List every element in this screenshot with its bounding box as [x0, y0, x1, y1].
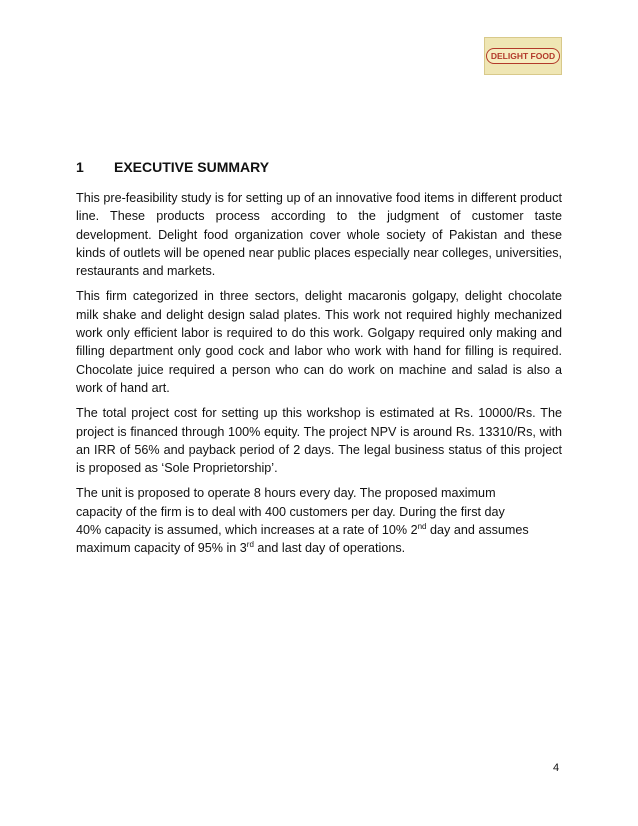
capacity-line-3: 40% capacity is assumed, which increases at a rate of 10% 2nd day and assumes — [76, 521, 529, 538]
page-number: 4 — [553, 762, 560, 774]
section-heading — [76, 159, 566, 175]
paragraph-capacity — [76, 484, 562, 557]
paragraph-project-cost: The total project cost for setting up this workshop is estimated at Rs. 10000/Rs. The project is financed through 100% equity. The project NPV is around Rs. 13310/Rs, with an IRR of 56% and payback period of 2 days. The legal business status of this project is proposed as ‘Sole Proprietorship’. — [76, 406, 562, 476]
capacity-line-1: The unit is proposed to operate 8 hours every day. The proposed maximum — [76, 486, 496, 501]
section-title: EXECUTIVE SUMMARY — [114, 159, 270, 175]
paragraph-sectors: This firm categorized in three sectors, delight macaronis golgapy, delight chocolate milk shake and delight design salad plates. This work not required highly mechanized work only efficient labor is required to do this work. Golgapy required only making and filling department only good cock and labor who work with hand for filling is required. Chocolate juice required a person who can do work on machine and salad is also a work of hand art. — [76, 289, 562, 395]
document-body — [76, 189, 562, 565]
logo-text: DELIGHT FOOD — [486, 48, 560, 64]
capacity-line-4: maximum capacity of 95% in 3rd and last day of operations. — [76, 540, 406, 556]
company-logo — [484, 37, 562, 75]
section-number: 1 — [76, 159, 84, 175]
capacity-line-2: capacity of the firm is to deal with 400 customers per day. During the first day — [76, 504, 505, 519]
paragraph-intro: This pre-feasibility study is for setting up of an innovative food items in different product line. These products process according to the judgment of customer taste development. Delight food organization cover whole society of Pakistan and these kinds of outlets will be opened near public places especially near colleges, universities, restaurants and markets. — [76, 191, 562, 279]
